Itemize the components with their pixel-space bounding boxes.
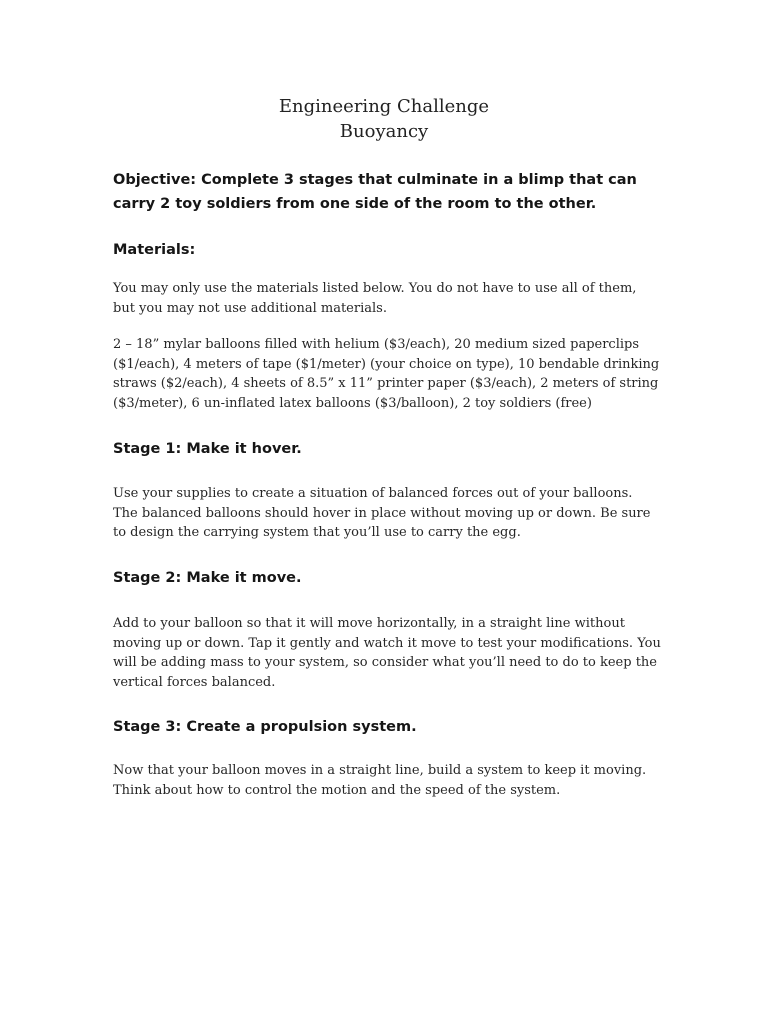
materials-intro: You may only use the materials listed below. You do not have to use all of them, but you may not use additional materials. — [113, 281, 637, 316]
stage-2-text: Add to your balloon so that it will move horizontally, in a straight line without moving up or down. Tap it gently and watch it move to test your modifications. You will be adding mass to your system, so consider what you’ll need to do to keep the vertical forces balanced. — [113, 616, 661, 690]
materials-heading: Materials: — [113, 242, 196, 258]
stage-3-text: Now that your balloon moves in a straight line, build a system to keep it moving. Think about how to control the motion and the speed of the system. — [113, 763, 647, 798]
title-block — [0, 94, 768, 144]
objective-heading: Objective: Complete 3 stages that culminate in a blimp that can carry 2 toy soldiers from one side of the room to the other. — [113, 172, 637, 212]
stage-2-heading: Stage 2: Make it move. — [113, 570, 302, 586]
document-subtitle: Buoyancy — [339, 121, 429, 142]
stage-1-text: Use your supplies to create a situation of balanced forces out of your balloons. The balanced balloons should hover in place without moving up or down. Be sure to design the carrying system that you’ll use to carry the egg. — [113, 486, 651, 540]
materials-list: 2 – 18” mylar balloons filled with helium ($3/each), 20 medium sized paperclips ($1/each), 4 meters of tape ($1/meter) (your choice on type), 10 bendable drinking straws ($2/each), 4 sheets of 8.5” x 11” printer paper ($3/each), 2 meters of string ($3/meter), 6 un-inflated latex balloons ($3/balloon), 2 toy soldiers (free) — [113, 337, 660, 411]
document-title: Engineering Challenge — [278, 96, 490, 117]
stage-1-heading: Stage 1: Make it hover. — [113, 441, 302, 457]
stage-3-heading: Stage 3: Create a propulsion system. — [113, 719, 417, 735]
